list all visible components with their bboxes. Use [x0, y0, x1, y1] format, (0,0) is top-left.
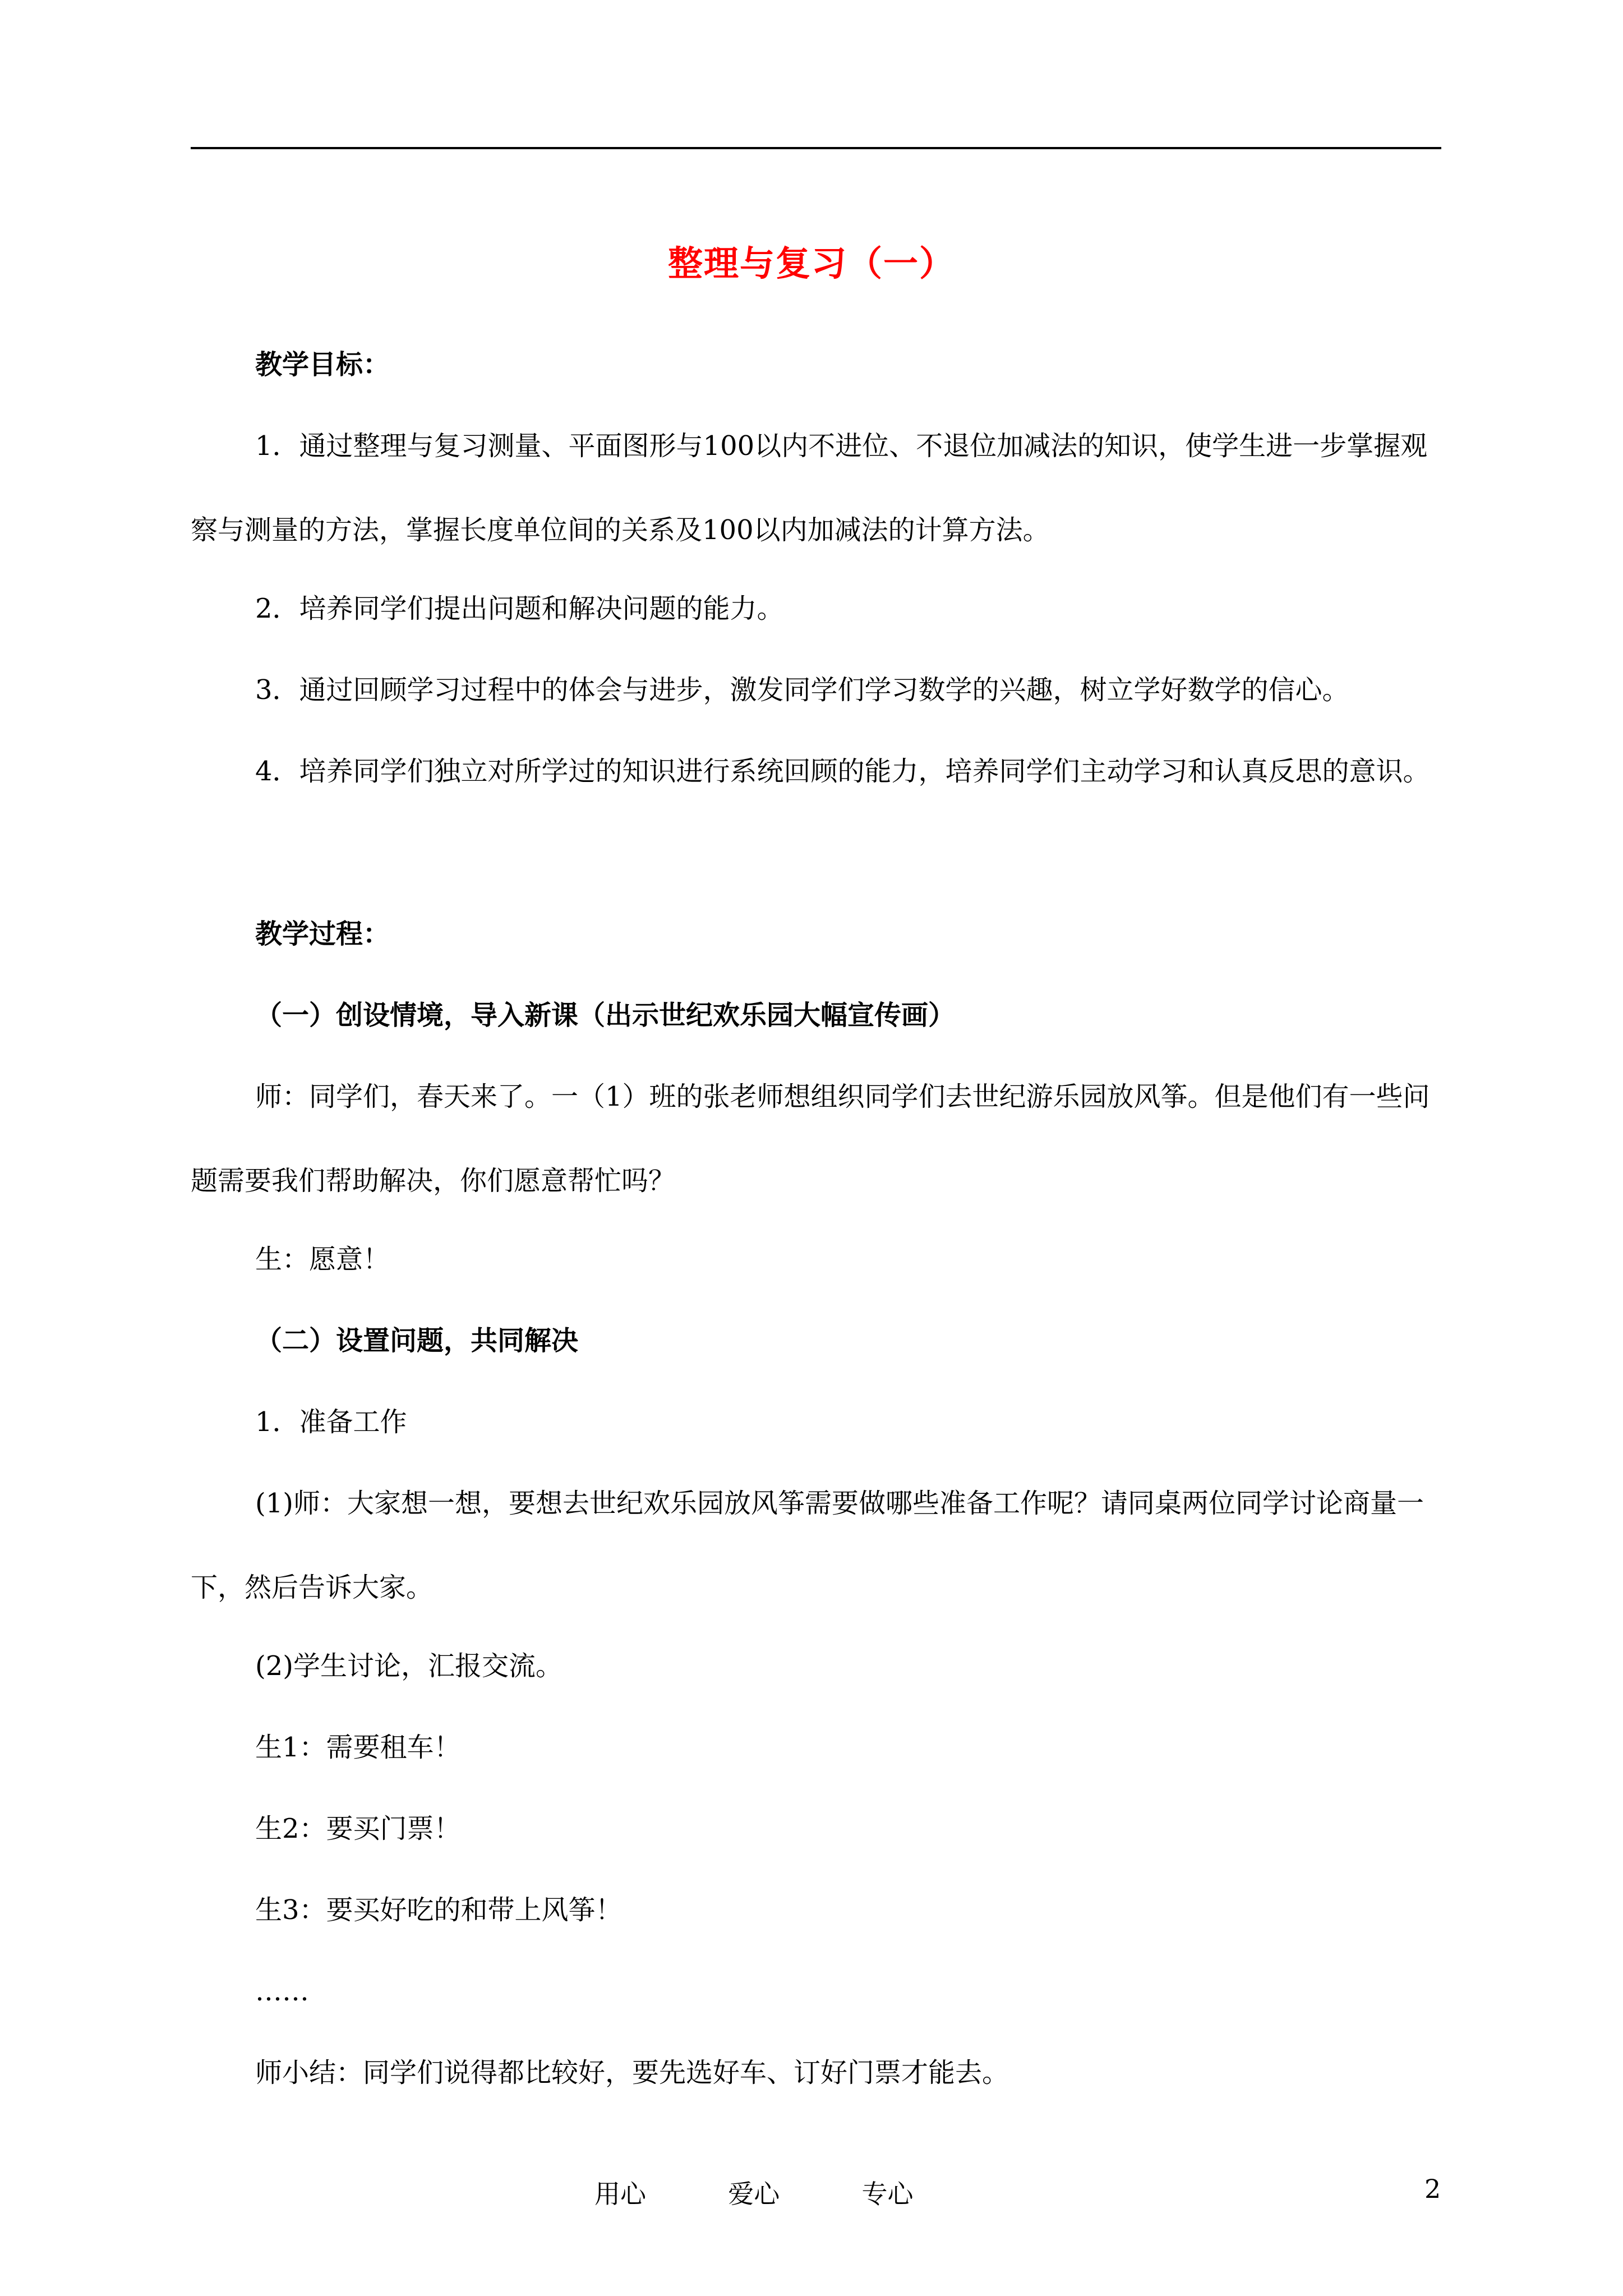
document-title: 整理与复习（一）	[667, 243, 955, 284]
part1-heading: （一）创设情境，导入新课（出示世纪欢乐园大幅宣传画）	[255, 1000, 956, 1031]
student-answer-1: 生1：需要租车！	[255, 1732, 461, 1763]
prep-heading: 1．准备工作	[255, 1406, 407, 1438]
goal-item-2: 2．培养同学们提出问题和解决问题的能力。	[255, 593, 784, 624]
footer-motto-1: 用心	[594, 2179, 646, 2209]
goal-item-3: 3．通过回顾学习过程中的体会与进步，激发同学们学习数学的兴趣，树立学好数学的信心。	[255, 674, 1349, 706]
prep-question-1: (1)师：大家想一想，要想去世纪欢乐园放风筝需要做哪些准备工作呢？请同桌两位同学讨论商量一下，然后告诉大家。	[191, 1488, 1424, 1603]
part1-teacher-line: 师：同学们，春天来了。一（1）班的张老师想组织同学们去世纪游乐园放风筝。但是他们有一些问题需要我们帮助解决，你们愿意帮忙吗？	[191, 1081, 1430, 1197]
goal-item-4: 4．培养同学们独立对所学过的知识进行系统回顾的能力，培养同学们主动学习和认真反思的意识。	[255, 756, 1430, 787]
student-answer-3: 生3：要买好吃的和带上风筝！	[255, 1894, 623, 1926]
student-answer-2: 生2：要买门票！	[255, 1813, 461, 1844]
header-rule	[191, 147, 1441, 149]
ellipsis: ……	[255, 1976, 309, 2007]
footer-motto-3: 专心	[861, 2179, 914, 2209]
footer-motto-2: 爱心	[728, 2179, 780, 2209]
page-number: 2	[1424, 2174, 1441, 2204]
process-heading: 教学过程：	[255, 918, 390, 950]
part1-student-line: 生：愿意！	[255, 1244, 390, 1275]
goal-item-1: 1．通过整理与复习测量、平面图形与100以内不进位、不退位加减法的知识，使学生进一步掌握观察与测量的方法，掌握长度单位间的关系及100以内加减法的计算方法。	[191, 430, 1428, 546]
part2-heading: （二）设置问题，共同解决	[255, 1325, 579, 1356]
goals-heading: 教学目标：	[255, 349, 390, 380]
prep-question-2: (2)学生讨论，汇报交流。	[255, 1650, 562, 1682]
teacher-summary: 师小结：同学们说得都比较好，要先选好车、订好门票才能去。	[255, 2057, 1009, 2088]
footer-motto	[594, 2174, 913, 2211]
